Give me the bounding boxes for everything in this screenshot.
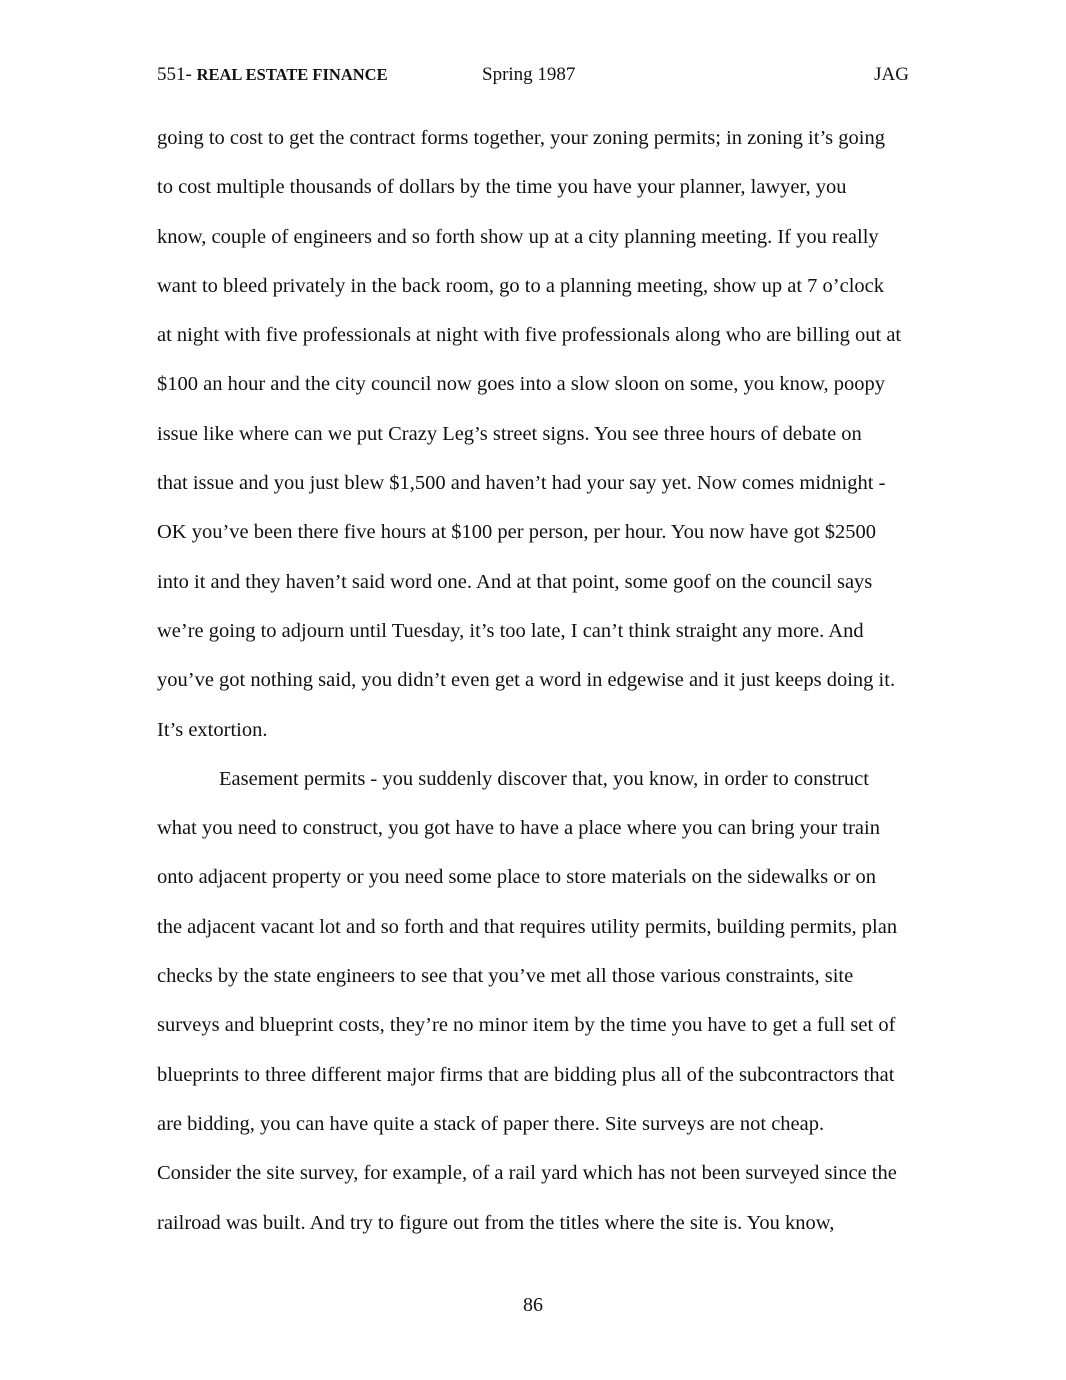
transcript-body	[157, 122, 909, 1256]
text-line: we’re going to adjourn until Tuesday, it’s too late, I can’t think straight any more. And	[157, 619, 864, 642]
text-line: know, couple of engineers and so forth show up at a city planning meeting. If you really	[157, 225, 879, 248]
text-line: $100 an hour and the city council now goes into a slow sloon on some, you know, poopy	[157, 373, 886, 396]
text-line: issue like where can we put Crazy Leg’s street signs. You see three hours of debate on	[157, 422, 862, 445]
text-line: OK you’ve been there five hours at $100 per person, per hour. You now have got $2500	[157, 521, 877, 544]
text-line: into it and they haven’t said word one. And at that point, some goof on the council says	[157, 570, 873, 593]
text-line: onto adjacent property or you need some place to store materials on the sidewalks or on	[157, 866, 876, 889]
paragraph-2	[157, 763, 909, 1256]
page-number: 86	[523, 1294, 543, 1316]
text-line: to cost multiple thousands of dollars by the time you have your planner, lawyer, you	[157, 176, 847, 199]
text-line: what you need to construct, you got have to have a place where you can bring your train	[157, 817, 880, 840]
text-line: railroad was built. And try to figure out from the titles where the site is. You know,	[157, 1211, 835, 1234]
term-label: Spring 1987	[482, 64, 576, 85]
text-line: going to cost to get the contract forms together, your zoning permits; in zoning it’s going	[157, 127, 885, 149]
text-line: are bidding, you can have quite a stack of paper there. Site surveys are not cheap.	[157, 1112, 825, 1135]
paragraph-1	[157, 122, 909, 763]
text-line: blueprints to three different major firms that are bidding plus all of the subcontractors that	[157, 1063, 895, 1086]
page-header	[157, 64, 909, 90]
text-line: Consider the site survey, for example, of a rail yard which has not been surveyed since the	[157, 1162, 897, 1185]
course-number: 551-	[157, 64, 197, 85]
text-line: that issue and you just blew $1,500 and haven’t had your say yet. Now comes midnight -	[157, 472, 886, 495]
course-title: REAL ESTATE FINANCE	[196, 65, 388, 84]
text-line: want to bleed privately in the back room, go to a planning meeting, show up at 7 o’clock	[157, 274, 884, 297]
text-line: you’ve got nothing said, you didn’t even get a word in edgewise and it just keeps doing it.	[157, 669, 896, 692]
course-heading	[157, 64, 388, 86]
text-line: It’s extortion.	[157, 718, 268, 741]
text-line: the adjacent vacant lot and so forth and that requires utility permits, building permits, plan	[157, 915, 898, 938]
text-line: checks by the state engineers to see that you’ve met all those various constraints, site	[157, 965, 854, 988]
author-initials: JAG	[874, 64, 909, 85]
text-line: at night with five professionals at night with five professionals along who are billing out at	[157, 324, 902, 347]
text-line: Easement permits - you suddenly discover that, you know, in order to construct	[219, 767, 869, 790]
text-line: surveys and blueprint costs, they’re no minor item by the time you have to get a full set of	[157, 1014, 896, 1037]
